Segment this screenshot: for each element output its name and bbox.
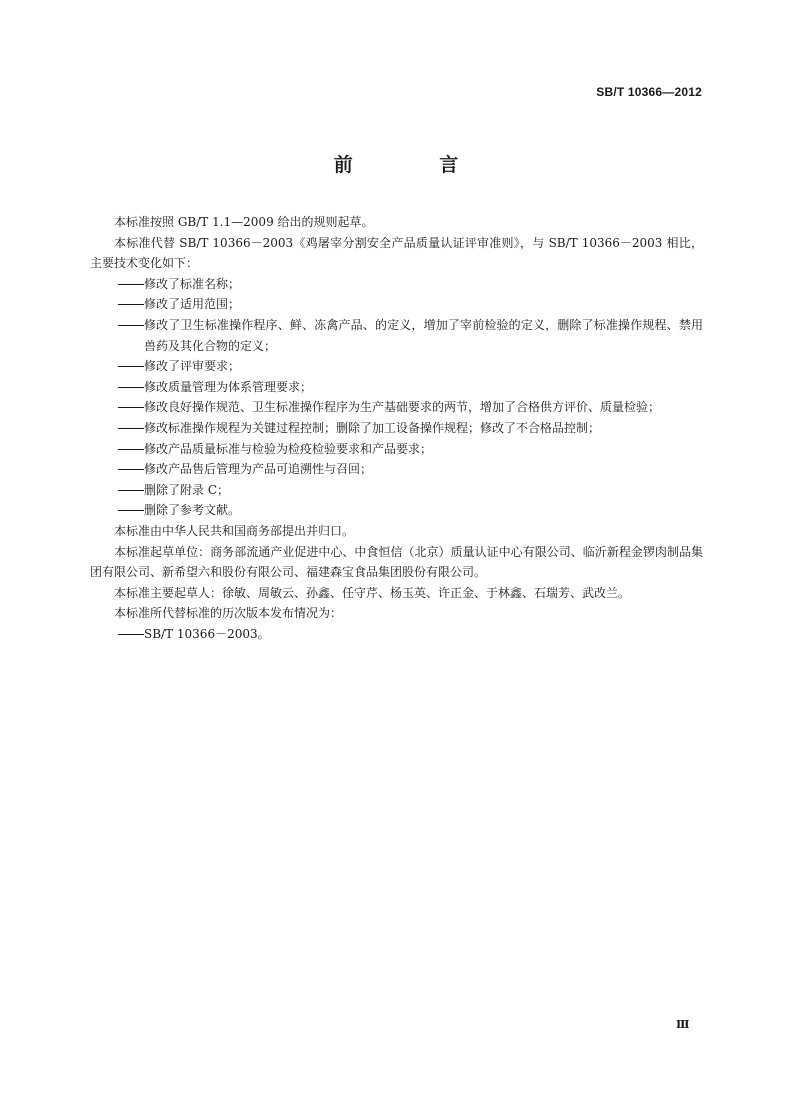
history-item: [90, 624, 703, 645]
paragraph: 本标准代替 SB/T 10366－2003《鸡屠宰分割安全产品质量认证评审准则》，与 SB/T 10366－2003 相比，主要技术变化如下：: [90, 235, 703, 271]
dash-marker: [118, 366, 144, 367]
changes-list: [90, 274, 703, 521]
foreword-body: [90, 212, 703, 644]
paragraph: 本标准由中华人民共和国商务部提出并归口。: [114, 523, 355, 538]
list-item-text: 修改了评审要求；: [144, 359, 241, 374]
dash-marker: [118, 490, 144, 491]
page-title: 前 言: [333, 154, 499, 176]
dash-marker: [118, 304, 144, 305]
list-item: [90, 274, 703, 295]
list-item-text: 修改了适用范围；: [144, 297, 241, 312]
paragraph: 本标准主要起草人：徐敏、周敏云、孙鑫、任守芹、杨玉英、许正金、于林鑫、石瑞芳、武改兰。: [114, 585, 631, 600]
list-item-text: 修改质量管理为体系管理要求；: [144, 379, 313, 394]
list-item-text: 修改产品售后管理为产品可追溯性与召回；: [144, 462, 373, 477]
page-number: Ⅲ: [676, 1018, 690, 1031]
list-item-text: 修改标准操作规程为关键过程控制；删除了加工设备操作规程；修改了不合格品控制；: [144, 420, 601, 435]
list-item: [90, 397, 703, 418]
list-item: [90, 480, 703, 501]
list-item: [90, 377, 703, 398]
list-item-text: 修改了卫生标准操作程序、鲜、冻禽产品、的定义，增加了宰前检验的定义，删除了标准操作规程、禁用兽药及其化合物的定义；: [144, 317, 703, 353]
list-item: [90, 315, 703, 356]
list-item: [90, 439, 703, 460]
paragraph: 本标准所代替标准的历次版本发布情况为：: [114, 606, 343, 621]
list-item: [90, 500, 703, 521]
list-item: [90, 418, 703, 439]
history-item-text: SB/T 10366－2003。: [144, 626, 270, 641]
dash-marker: [118, 510, 144, 511]
dash-marker: [118, 469, 144, 470]
list-item: [90, 356, 703, 377]
list-item: [90, 459, 703, 480]
paragraph: 本标准起草单位：商务部流通产业促进中心、中食恒信（北京）质量认证中心有限公司、临沂新程金锣肉制品集团有限公司、新希望六和股份有限公司、福建森宝食品集团股份有限公司。: [90, 544, 703, 580]
list-item-text: 修改了标准名称；: [144, 276, 241, 291]
dash-marker: [118, 284, 144, 285]
dash-marker: [118, 407, 144, 408]
list-item-text: 修改良好操作规范、卫生标准操作程序为生产基础要求的两节，增加了合格供方评价、质量检验；: [144, 400, 661, 415]
dash-marker: [118, 387, 144, 388]
dash-marker: [118, 449, 144, 450]
dash-marker: [118, 634, 144, 635]
paragraph: 本标准按照 GB/T 1.1—2009 给出的规则起草。: [114, 215, 374, 229]
list-item-text: 修改产品质量标准与检验为检疫检验要求和产品要求；: [144, 441, 433, 456]
list-item: [90, 294, 703, 315]
list-item-text: 删除了附录 C；: [144, 482, 229, 497]
standard-code: SB/T 10366—2012: [596, 85, 702, 99]
dash-marker: [118, 325, 144, 326]
dash-marker: [118, 428, 144, 429]
list-item-text: 删除了参考文献。: [144, 503, 241, 518]
